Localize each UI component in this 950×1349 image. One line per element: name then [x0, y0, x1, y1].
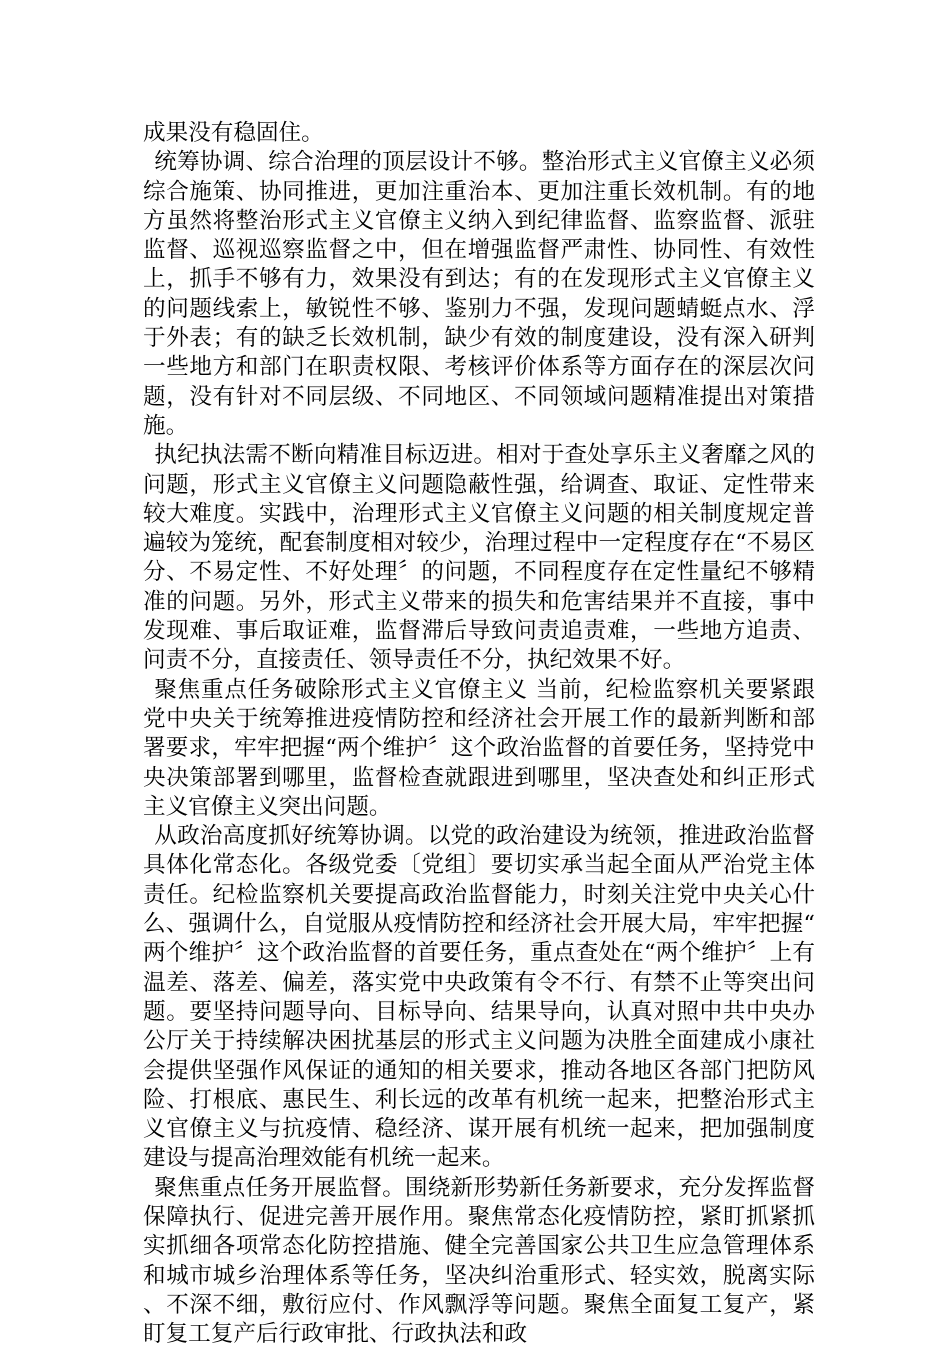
paragraph-3: 执纪执法需不断向精准目标迈进。相对于查处享乐主义奢靡之风的问题，形式主义官僚主义问题隐蔽性强，给调查、取证、定性带来较大难度。实践中，治理形式主义官僚主义问题的相关制度规定普遍较为笼统，配套制度相对较少，治理过程中一定程度存在“不易区分、不易定性、不好处理〞的问题，不同程度存在定性量纪不够精准的问题。另外，形式主义带来的损失和危害结果并不直接，事中发现难、事后取证难，监督滞后导致问责追责难，一些地方追责、问责不分，直接责任、领导责任不分，执纪效果不好。 [143, 442, 815, 674]
paragraph-1: 成果没有稳固住。 [143, 120, 324, 146]
paragraph-6: 聚焦重点任务开展监督。围绕新形势新任务新要求，充分发挥监督保障执行、促进完善开展作用。聚焦常态化疫情防控，紧盯抓紧抓实抓细各项常态化防控措施、健全完善国家公共卫生应急管理体系和城市城乡治理体系等任务，坚决纠治重形式、轻实效，脱离实际、不深不细，敷衍应付、作风飘浮等问题。聚焦全面复工复产，紧盯复工复产后行政审批、行政执法和政 [143, 1174, 815, 1348]
document-body [143, 119, 815, 1349]
paragraph-4: 聚焦重点任务破除形式主义官僚主义 当前，纪检监察机关要紧跟党中央关于统筹推进疫情防控和经济社会开展工作的最新判断和部署要求，牢牢把握“两个维护〞这个政治监督的首要任务，坚持党中央决策部署到哪里，监督检查就跟进到哪里，坚决查处和纠正形式主义官僚主义突出问题。 [143, 676, 815, 820]
paragraph-2: 统筹协调、综合治理的顶层设计不够。整治形式主义官僚主义必须综合施策、协同推进，更加注重治本、更加注重长效机制。有的地方虽然将整治形式主义官僚主义纳入到纪律监督、监察监督、派驻监督、巡视巡察监督之中，但在增强监督严肃性、协同性、有效性上，抓手不够有力，效果没有到达；有的在发现形式主义官僚主义的问题线索上，敏锐性不够、鉴别力不强，发现问题蜻蜓点水、浮于外表；有的缺乏长效机制，缺少有效的制度建设，没有深入研判一些地方和部门在职责权限、考核评价体系等方面存在的深层次问题，没有针对不同层级、不同地区、不同领域问题精准提出对策措施。 [143, 149, 815, 439]
paragraph-5: 从政治高度抓好统筹协调。以党的政治建设为统领，推进政治监督具体化常态化。各级党委〔党组〕要切实承当起全面从严治党主体责任。纪检监察机关要提高政治监督能力，时刻关注党中央关心什么、强调什么，自觉服从疫情防控和经济社会开展大局，牢牢把握“两个维护〞这个政治监督的首要任务，重点查处在“两个维护〞上有温差、落差、偏差，落实党中央政策有令不行、有禁不止等突出问题。要坚持问题导向、目标导向、结果导向，认真对照中共中央办公厅关于持续解决困扰基层的形式主义问题为决胜全面建成小康社会提供坚强作风保证的通知的相关要求，推动各地区各部门把防风险、打根底、惠民生、利长远的改革有机统一起来，把整治形式主义官僚主义与抗疫情、稳经济、谋开展有机统一起来，把加强制度建设与提高治理效能有机统一起来。 [143, 823, 815, 1172]
